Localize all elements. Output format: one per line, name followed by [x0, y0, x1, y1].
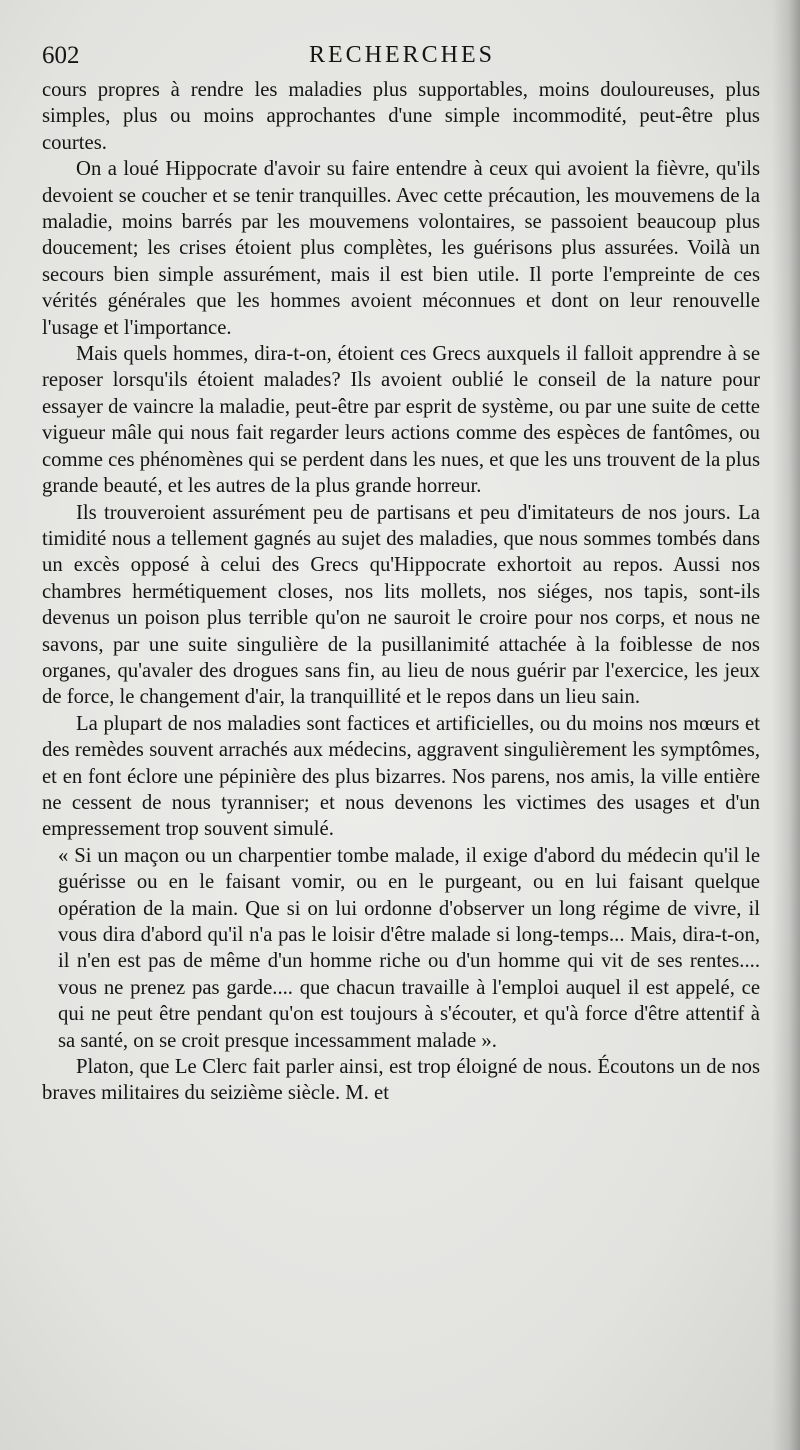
paragraph: La plupart de nos maladies sont factices et artificielles, ou du moins nos mœurs et des remèdes souvent arrachés aux médecins, aggravent singulièrement les symptômes, et en font éclore une pépinière des plus bizarres. Nos parens, nos amis, la ville entière ne cessent de nous tyranniser; et nous devenons les victimes des usages et d'un empressement trop souvent simulé.: [42, 712, 760, 841]
paragraph: Platon, que Le Clerc fait parler ainsi, est trop éloigné de nous. Écoutons un de nos braves militaires du seizième siècle. M. et: [42, 1056, 760, 1105]
paragraph: Mais quels hommes, dira-t-on, étoient ces Grecs auxquels il falloit apprendre à se reposer lorsqu'ils étoient malades? Ils avoient oublié le conseil de la nature pour essayer de vaincre la maladie, peut-être par esprit de système, ou par une suite de cette vigueur mâle qui nous fait regarder leurs actions comme des espèces de fantômes, ou comme ces phénomènes qui se perdent dans les nues, et que les uns trouvent de la plus grande beauté, et les autres de la plus grande horreur.: [42, 343, 760, 498]
page-header: [42, 42, 762, 78]
running-title: RECHERCHES: [308, 42, 496, 68]
paragraph: cours propres à rendre les maladies plus supportables, moins douloureuses, plus simples, plus ou moins approchantes d'une simple incommodité, peut-être plus courtes.: [42, 79, 760, 154]
quotation-paragraph: « Si un maçon ou un charpentier tombe malade, il exige d'abord du médecin qu'il le guérisse ou en le faisant vomir, ou en le purgeant, ou en lui faisant quelque opération de la main. Que si on lui ordonne d'observer un long régime de vivre, il vous dira d'abord qu'il n'a pas le loisir d'être malade si long-temps... Mais, dira-t-on, il n'en est pas de même d'un homme riche ou d'un homme qui vit de ses rentes.... vous ne prenez pas garde.... que chacun travaille à l'emploi auquel il est appelé, ce qui ne peut être pendant qu'on est toujours à s'écouter, et qu'à force d'être attentif à sa santé, on se croit presque incessamment malade ».: [58, 844, 760, 1052]
page-shadow-edge: [772, 0, 800, 1450]
paragraph: On a loué Hippocrate d'avoir su faire entendre à ceux qui avoient la fièvre, qu'ils devoient se coucher et se tenir tranquilles. Avec cette précaution, les mouvemens de la maladie, moins barrés par les mouvemens volontaires, se passoient beaucoup plus doucement; les crises étoient plus complètes, les guérisons plus assurées. Voilà un secours bien simple assurément, mais il est bien utile. Il porte l'empreinte de ces vérités générales que les hommes avoient méconnues et dont on leur renouvelle l'usage et l'importance.: [42, 158, 760, 339]
paragraph: Ils trouveroient assurément peu de partisans et peu d'imitateurs de nos jours. La timidité nous a tellement gagnés au sujet des maladies, que nous sommes tombés dans un excès opposé à celui des Grecs qu'Hippocrate exhortoit au repos. Aussi nos chambres hermétiquement closes, nos lits mollets, nos siéges, nos tapis, sont-ils devenus un poison plus terrible qu'on ne sauroit le croire pour nos corps, et nous ne savons, par une suite singulière de la pusillanimité attachée à la foiblesse de nos organes, qu'avaler des drogues sans fin, au lieu de nous guérir par l'exercice, les jeux de force, le changement d'air, la tranquillité et le repos dans un lieu sain.: [42, 501, 760, 709]
body-text: [42, 77, 760, 1107]
page-number: 602: [42, 42, 80, 69]
